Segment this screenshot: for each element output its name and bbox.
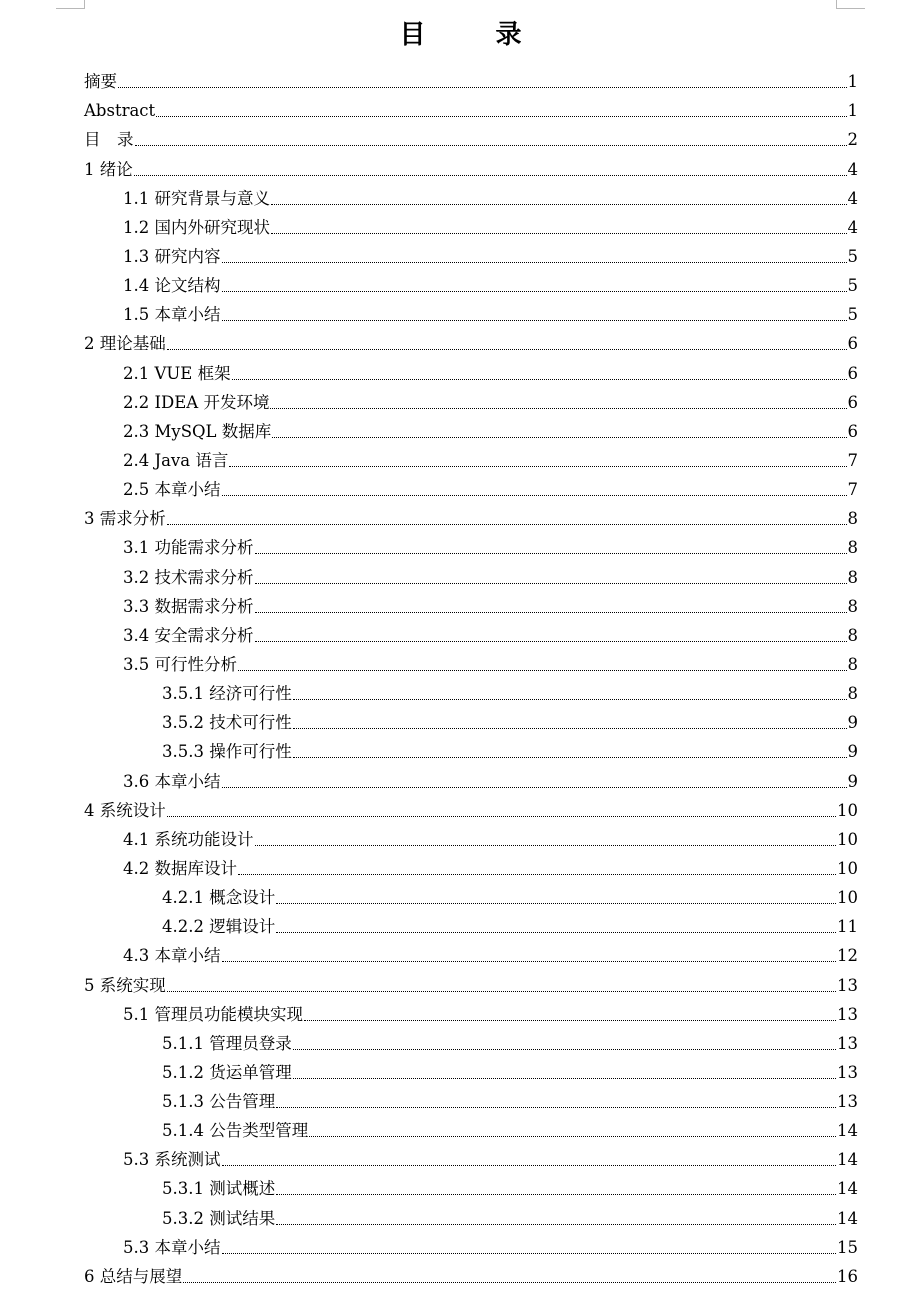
toc-dot-leader [229, 466, 846, 467]
toc-dot-leader [156, 116, 846, 117]
toc-entry-label: 5.1 管理员功能模块实现 [123, 1004, 303, 1024]
toc-dot-leader [238, 670, 847, 671]
toc-entry-label: 2 理论基础 [84, 334, 166, 354]
toc-entry-label: 2.3 MySQL 数据库 [123, 421, 272, 441]
toc-entry-label: 4.2.1 概念设计 [162, 888, 276, 908]
toc-dot-leader [222, 320, 847, 321]
toc-entry[interactable] [84, 387, 858, 416]
toc-dot-leader [293, 728, 847, 729]
toc-entry-page-number: 13 [837, 1062, 858, 1082]
toc-entry[interactable] [84, 882, 858, 911]
toc-dot-leader [276, 903, 836, 904]
toc-entry-label: 3.5 可行性分析 [123, 654, 237, 674]
toc-entry-page-number: 8 [847, 625, 858, 645]
toc-entry-page-number: 5 [847, 305, 858, 325]
toc-dot-leader [272, 437, 846, 438]
toc-entry-label: 1.3 研究内容 [123, 246, 221, 266]
toc-entry-page-number: 4 [847, 159, 858, 179]
toc-entry-page-number: 13 [837, 975, 858, 995]
toc-entry-page-number: 9 [847, 742, 858, 762]
toc-entry-page-number: 11 [837, 917, 858, 937]
toc-entry-label: 2.4 Java 语言 [123, 450, 229, 470]
toc-entry-label: 2.1 VUE 框架 [123, 363, 231, 383]
toc-entry[interactable] [84, 270, 858, 299]
toc-dot-leader [222, 961, 837, 962]
toc-entry-label: 3.3 数据需求分析 [123, 596, 254, 616]
toc-entry[interactable] [84, 328, 858, 357]
toc-entry-page-number: 5 [847, 246, 858, 266]
toc-entry-label: 3.1 功能需求分析 [123, 538, 254, 558]
toc-entry-label: 摘要 [84, 72, 117, 92]
toc-entry-page-number: 13 [837, 1092, 858, 1112]
toc-entry[interactable] [84, 940, 858, 969]
toc-entry[interactable] [84, 591, 858, 620]
toc-dot-leader [183, 1282, 836, 1283]
toc-entry-page-number: 4 [847, 217, 858, 237]
toc-entry-page-number: 6 [847, 363, 858, 383]
toc-entry-page-number: 7 [847, 480, 858, 500]
toc-dot-leader [255, 583, 847, 584]
toc-dot-leader [167, 991, 836, 992]
toc-dot-leader [222, 1165, 837, 1166]
toc-dot-leader [276, 932, 836, 933]
toc-entry-label: 4.1 系统功能设计 [123, 829, 254, 849]
toc-entry-label: 3.2 技术需求分析 [123, 567, 254, 587]
toc-entry-label: 3.5.3 操作可行性 [162, 742, 292, 762]
toc-entry[interactable] [84, 649, 858, 678]
toc-entry-page-number: 1 [847, 72, 858, 92]
toc-entry[interactable] [84, 416, 858, 445]
toc-entry[interactable] [84, 853, 858, 882]
toc-dot-leader [276, 1107, 836, 1108]
toc-entry[interactable] [84, 1028, 858, 1057]
toc-entry[interactable] [84, 707, 858, 736]
toc-entry[interactable] [84, 736, 858, 765]
toc-entry[interactable] [84, 1173, 858, 1202]
toc-entry-label: 2.2 IDEA 开发环境 [123, 392, 270, 412]
toc-entry-label: 5.3.1 测试概述 [162, 1179, 276, 1199]
toc-entry[interactable] [84, 678, 858, 707]
toc-entry-label: 1.4 论文结构 [123, 276, 221, 296]
toc-entry-label: 1.5 本章小结 [123, 305, 221, 325]
toc-entry[interactable] [84, 357, 858, 386]
toc-entry[interactable] [84, 95, 858, 124]
toc-entry-page-number: 14 [837, 1121, 858, 1141]
toc-entry-label: 3.5.2 技术可行性 [162, 713, 292, 733]
toc-entry[interactable] [84, 474, 858, 503]
toc-dot-leader [271, 233, 847, 234]
toc-entry[interactable] [84, 1057, 858, 1086]
toc-dot-leader [271, 204, 847, 205]
toc-dot-leader [238, 874, 836, 875]
toc-entry-page-number: 15 [837, 1237, 858, 1257]
toc-dot-leader [118, 87, 847, 88]
toc-entry-page-number: 14 [837, 1150, 858, 1170]
toc-entry[interactable] [84, 299, 858, 328]
toc-entry-label: 6 总结与展望 [84, 1266, 183, 1286]
toc-entry[interactable] [84, 66, 858, 95]
toc-entry-page-number: 5 [847, 276, 858, 296]
toc-entry-page-number: 7 [847, 450, 858, 470]
toc-dot-leader [222, 262, 847, 263]
toc-entry-label: 4.2 数据库设计 [123, 858, 237, 878]
toc-dot-leader [255, 612, 847, 613]
toc-entry[interactable] [84, 824, 858, 853]
toc-entry-label: 2.5 本章小结 [123, 480, 221, 500]
table-of-contents [84, 66, 858, 1290]
toc-entry[interactable] [84, 1144, 858, 1173]
toc-entry-page-number: 9 [847, 771, 858, 791]
toc-entry-page-number: 8 [847, 596, 858, 616]
toc-entry-page-number: 6 [847, 334, 858, 354]
toc-dot-leader [304, 1020, 836, 1021]
toc-entry[interactable] [84, 561, 858, 590]
toc-entry-page-number: 14 [837, 1208, 858, 1228]
toc-entry-page-number: 10 [837, 888, 858, 908]
toc-dot-leader [255, 845, 837, 846]
toc-entry-label: 3.6 本章小结 [123, 771, 221, 791]
toc-entry-page-number: 16 [837, 1266, 858, 1286]
toc-entry-page-number: 4 [847, 188, 858, 208]
toc-dot-leader [293, 757, 847, 758]
toc-entry-label: 5.3.2 测试结果 [162, 1208, 276, 1228]
toc-entry[interactable] [84, 445, 858, 474]
toc-entry-page-number: 6 [847, 392, 858, 412]
toc-dot-leader [232, 379, 847, 380]
toc-entry[interactable] [84, 795, 858, 824]
toc-dot-leader [135, 145, 847, 146]
toc-dot-leader [167, 524, 847, 525]
toc-entry-label: 5.1.1 管理员登录 [162, 1033, 292, 1053]
toc-dot-leader [293, 1078, 836, 1079]
toc-entry[interactable] [84, 503, 858, 532]
toc-entry[interactable] [84, 241, 858, 270]
toc-entry-label: 4 系统设计 [84, 800, 166, 820]
toc-entry-label: 1 绪论 [84, 159, 133, 179]
toc-entry[interactable] [84, 1086, 858, 1115]
toc-entry-label: 3.4 安全需求分析 [123, 625, 254, 645]
toc-entry[interactable] [84, 1261, 858, 1290]
toc-dot-leader [276, 1194, 836, 1195]
toc-entry-label: 3.5.1 经济可行性 [162, 684, 292, 704]
toc-entry[interactable] [84, 1202, 858, 1231]
toc-entry[interactable] [84, 1232, 858, 1261]
toc-dot-leader [222, 291, 847, 292]
toc-entry-label: 5.3 系统测试 [123, 1150, 221, 1170]
toc-dot-leader [255, 641, 847, 642]
toc-entry-label: 5.1.2 货运单管理 [162, 1062, 292, 1082]
toc-dot-leader [167, 349, 847, 350]
toc-entry-label: 目 录 [84, 130, 134, 150]
toc-entry-page-number: 2 [847, 130, 858, 150]
toc-entry-label: 5 系统实现 [84, 975, 166, 995]
toc-entry[interactable] [84, 212, 858, 241]
toc-entry[interactable] [84, 911, 858, 940]
toc-entry-label: Abstract [84, 101, 156, 121]
page-title: 目 录 [399, 20, 544, 50]
toc-entry-label: 4.2.2 逻辑设计 [162, 917, 276, 937]
toc-entry[interactable] [84, 765, 858, 794]
toc-entry-page-number: 1 [847, 101, 858, 121]
toc-dot-leader [134, 175, 847, 176]
toc-entry-label: 1.1 研究背景与意义 [123, 188, 270, 208]
toc-dot-leader [255, 553, 847, 554]
toc-entry-label: 5.1.4 公告类型管理 [162, 1121, 309, 1141]
toc-entry-page-number: 14 [837, 1179, 858, 1199]
toc-entry-label: 4.3 本章小结 [123, 946, 221, 966]
toc-dot-leader [293, 1049, 836, 1050]
toc-entry-label: 3 需求分析 [84, 509, 166, 529]
page-corner-mark-right [836, 0, 865, 9]
toc-entry-page-number: 13 [837, 1033, 858, 1053]
toc-entry-label: 5.3 本章小结 [123, 1237, 221, 1257]
toc-entry-label: 5.1.3 公告管理 [162, 1092, 276, 1112]
toc-dot-leader [293, 699, 847, 700]
toc-entry[interactable] [84, 124, 858, 153]
toc-entry-page-number: 8 [847, 654, 858, 674]
toc-entry[interactable] [84, 183, 858, 212]
toc-dot-leader [276, 1224, 836, 1225]
toc-dot-leader [167, 816, 836, 817]
toc-dot-leader [222, 1253, 837, 1254]
toc-entry-page-number: 10 [837, 858, 858, 878]
toc-entry-page-number: 6 [847, 421, 858, 441]
toc-entry-page-number: 8 [847, 684, 858, 704]
toc-entry-page-number: 8 [847, 509, 858, 529]
toc-entry-page-number: 12 [837, 946, 858, 966]
toc-entry[interactable] [84, 999, 858, 1028]
toc-dot-leader [270, 408, 846, 409]
page-corner-mark-left [56, 0, 85, 9]
toc-entry[interactable] [84, 153, 858, 182]
toc-dot-leader [309, 1136, 836, 1137]
toc-entry[interactable] [84, 532, 858, 561]
toc-entry-page-number: 8 [847, 538, 858, 558]
toc-entry-page-number: 13 [837, 1004, 858, 1024]
toc-entry-page-number: 9 [847, 713, 858, 733]
toc-entry[interactable] [84, 620, 858, 649]
toc-dot-leader [222, 787, 847, 788]
toc-entry-page-number: 10 [837, 829, 858, 849]
toc-entry[interactable] [84, 1115, 858, 1144]
toc-dot-leader [222, 495, 847, 496]
toc-entry-label: 1.2 国内外研究现状 [123, 217, 270, 237]
toc-entry[interactable] [84, 969, 858, 998]
toc-entry-page-number: 8 [847, 567, 858, 587]
toc-entry-page-number: 10 [837, 800, 858, 820]
